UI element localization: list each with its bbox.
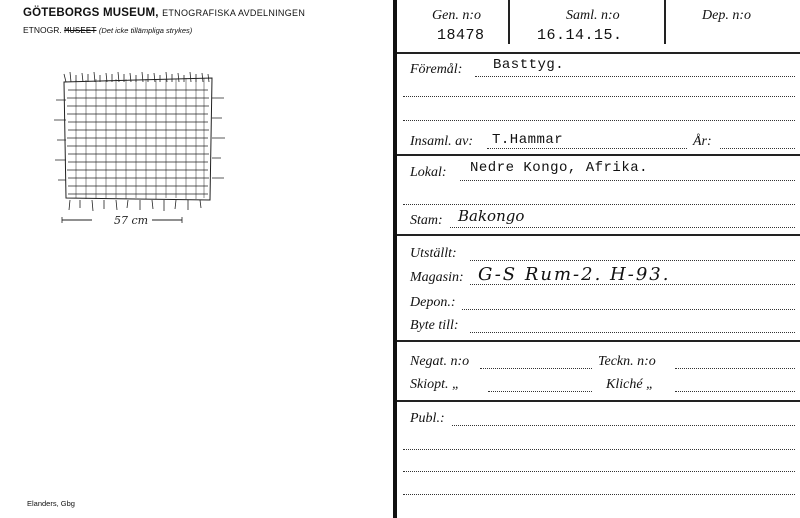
publ-dots-4 [403, 494, 795, 495]
negat-dots [480, 368, 592, 369]
printer-imprint: Elanders, Gbg [27, 499, 75, 508]
ar-dots [720, 148, 795, 149]
stam-value: Bakongo [458, 207, 525, 225]
lokal-dots [460, 180, 795, 181]
saml-label: Saml. n:o [566, 8, 620, 23]
dep-label: Dep. n:o [702, 8, 751, 23]
header-subline [23, 25, 192, 36]
foremal-dots [475, 76, 795, 77]
kliche-dots [675, 391, 795, 392]
museum-title [23, 7, 305, 19]
insaml-value: T.Hammar [492, 132, 564, 148]
saml-separator [664, 0, 666, 44]
negat-label: Negat. n:o [410, 354, 470, 369]
saml-value: 16.14.15. [537, 27, 623, 44]
foremal-dots-2 [403, 96, 795, 97]
insaml-dots [487, 148, 687, 149]
skiopt-label: Skiopt. „ [410, 377, 460, 392]
rule-5 [397, 400, 800, 402]
header-prefix: ETNOGR. [23, 25, 62, 35]
magasin-dots [470, 284, 795, 285]
struck-word: MUSEET [64, 26, 97, 36]
teckn-dots [675, 368, 795, 369]
insaml-label: Insaml. av: [410, 134, 473, 149]
magasin-label: Magasin: [410, 270, 464, 285]
textile-sketch [52, 70, 232, 230]
magasin-value: G-S Rum-2. H-93. [478, 264, 671, 285]
foremal-value: Basttyg. [493, 57, 565, 73]
lokal-dots-2 [403, 204, 795, 205]
textile-weave [54, 72, 225, 223]
depon-label: Depon.: [410, 295, 456, 310]
header-note: (Det icke tillämpliga strykes) [98, 26, 193, 35]
skiopt-dots [488, 391, 592, 392]
byte-label: Byte till: [410, 318, 459, 333]
foremal-dots-3 [403, 120, 795, 121]
publ-dots-3 [403, 471, 795, 472]
kliche-label: Kliché „ [606, 377, 654, 392]
stam-label: Stam: [410, 213, 443, 228]
gen-label: Gen. n:o [432, 8, 481, 23]
foremal-label: Föremål: [410, 62, 463, 77]
ar-label: År: [693, 134, 712, 149]
publ-label: Publ.: [410, 411, 445, 426]
lokal-label: Lokal: [410, 165, 447, 180]
byte-dots [470, 332, 795, 333]
utstallt-dots [470, 260, 795, 261]
lokal-value: Nedre Kongo, Afrika. [470, 160, 649, 176]
rule-1 [397, 52, 800, 54]
department-name: ETNOGRAFISKA AVDELNINGEN [162, 8, 306, 18]
rule-3 [397, 234, 800, 236]
gen-value: 18478 [437, 27, 485, 44]
stam-dots [450, 227, 795, 228]
rule-4 [397, 340, 800, 342]
depon-dots [462, 309, 795, 310]
utstallt-label: Utställt: [410, 246, 457, 261]
card-left-border [393, 0, 397, 518]
rule-2 [397, 154, 800, 156]
museum-name: GÖTEBORGS MUSEUM, [23, 7, 159, 19]
gen-separator [508, 0, 510, 44]
publ-dots-2 [403, 449, 795, 450]
teckn-label: Teckn. n:o [598, 354, 656, 369]
textile-measure: 57 cm [114, 214, 149, 227]
publ-dots [452, 425, 795, 426]
